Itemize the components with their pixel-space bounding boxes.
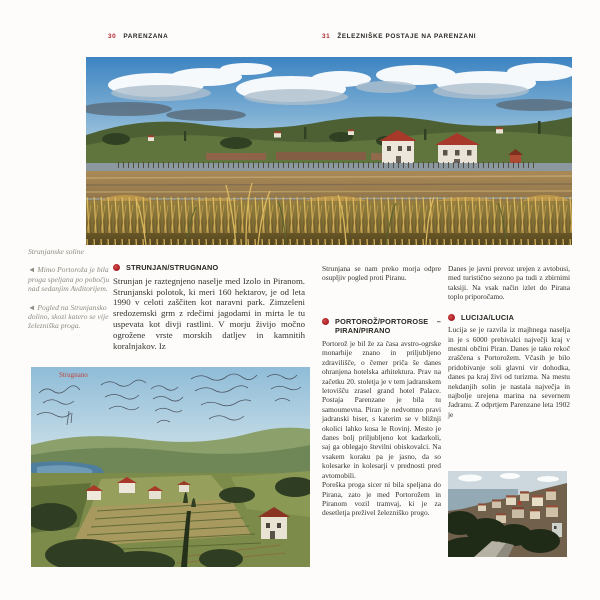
caption-salt-pans: Strunjanske soline: [28, 247, 84, 256]
column-lucija: [448, 264, 570, 419]
lucija-paragraph: Lucija se je razvila iz majhnega naselja in je s 6000 prebivalci največji kraj v mestni občini Piran. Danes je tako rekoč zraščena s Portorožem. Včasih je bilo pridobivanje soli glavni vir dohodka, danes pa kraj živi od turizma. Na mestu nekdanjih solin je nastala največja in najbolje urejena marina na severnem Jadranu. Z odprtjem Parenzane leta 1902 je: [448, 325, 570, 419]
margin-captions: [28, 247, 110, 340]
right-running-header: [322, 33, 476, 40]
right-page-number: 31: [322, 33, 331, 40]
portoroz-paragraph-2: Poreška proga sicer ni bila speljana do Pirana, zato je med Portorožem in Piranom vozil tramvaj, ki je za desetletja preživel železniško progo.: [322, 480, 441, 518]
caption-strunjan-valley: ◄ Pogled na Strunjansko dolino, skozi katero se vije železniška proga.: [28, 302, 109, 331]
postcard-photo: [31, 367, 310, 567]
station-marker-icon: [448, 314, 455, 321]
column-portoroz: [322, 264, 441, 518]
portoroz-paragraph-1: Portorož je bil že za časa avstro-ogrske monarhije znano in priljubljeno zdravilišče, o čemer priča še danes ohranjena hotelska arhitektura. Prav na začetku 20. stoletja je v tem jadranskem letovišču zrasel grand hotel Palace. Postaja Parenzane je bila tu samoumevna. Piran je nedvomno pravi jadranski biser, s katerim se v bližnji okolici lahko kosa le Rovinj. Mesto je danes bolj priljubljeno kot kadarkoli, saj ga oblegajo številni obiskovalci. Na vsakem koraku pa je jasno, da so kolesarke in kolesarji v prednosti pred avtomobili.: [322, 339, 441, 480]
left-chapter-title: PARENZANA: [123, 33, 169, 40]
left-page-number: 30: [108, 33, 117, 40]
strunjan-paragraph-continued: Strunjana se nam preko morja odpre osupljiv pogled proti Piranu.: [322, 264, 441, 283]
strunjan-paragraph: Strunjan je raztegnjeno naselje med Izolo in Piranom. Strunjanski polotok, ki meri 160 hektarov, je od leta 1990 v celoti zaščiten kot naravni park. Zimzeleni sredozemski grm z rdečimi jagodami in mirta le tu uspevata kot divji rastlini. V morju živijo močno ogrožene vrste morskih datljev in kamnitih koralnjakov. Iz: [113, 275, 305, 352]
strunjan-heading: [113, 263, 305, 273]
station-marker-icon: [322, 318, 329, 325]
portoroz-heading-label: PORTOROŽ/PORTOROSE – PIRAN/PIRANO: [335, 316, 441, 336]
salt-pans-photo: [86, 57, 572, 245]
strunjan-heading-label: STRUNJAN/STRUGNANO: [126, 263, 219, 272]
column-strunjan: [113, 263, 305, 352]
station-marker-icon: [113, 264, 120, 271]
caption-portoroz-track: ◄ Mimo Portoroža je bila proga speljana po pobočju nad sedanjim Avditorijem.: [28, 265, 110, 294]
left-running-header: [108, 33, 168, 40]
coastal-town-photo: [448, 471, 567, 557]
right-chapter-title: ŽELEZNIŠKE POSTAJE NA PARENZANI: [337, 33, 477, 40]
lucija-heading-label: LUCIJA/LUCIA: [461, 312, 515, 322]
portoroz-heading: [322, 317, 441, 336]
postcard-title: Strugnano: [59, 371, 88, 379]
portoroz-paragraph-3: Danes je javni prevoz urejen z avtobusi, med turistično sezono pa tudi z zbirnimi taksiji. Na vsak način izlet do Pirana toplo priporočamo.: [448, 264, 570, 302]
lucija-heading: [448, 313, 570, 323]
